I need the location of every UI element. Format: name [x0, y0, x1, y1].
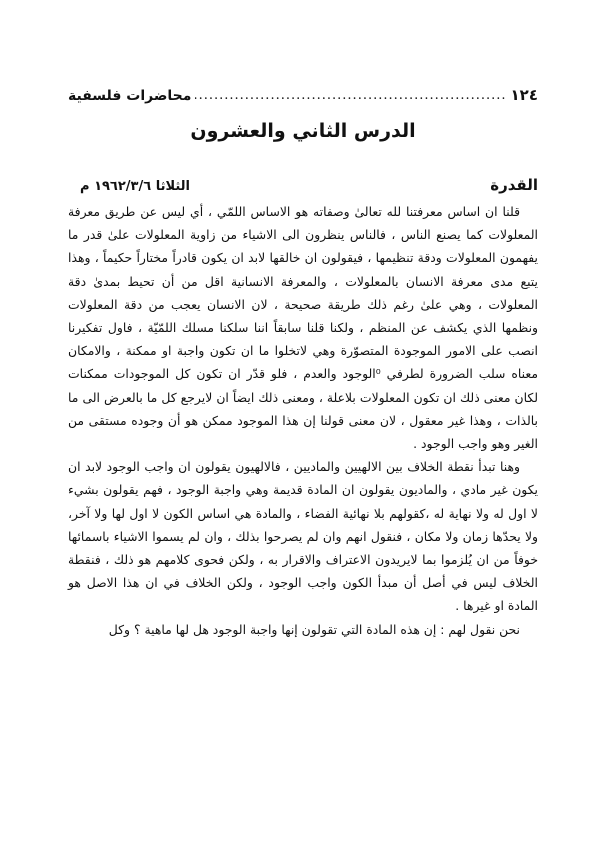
paragraph: وهنا تبدأ نقطة الخلاف بين الالهيين والماديين ، فالالهيون يقولون ان واجب الوجود لابد ان يكون غير مادي ، والماديون يقولون ان المادة قديمة وهي واجبة الوجود ، فهم يقولون بشيء لا اول له ولا نهاية له ،كقولهم بلا نهائية الفضاء ، والمادة هي اساس الكون لا اول لها ولا آخر، ولا يحدّها زمان ولا مكان ، فنقول انهم وان لم يصرحوا بذلك ، وان لم يسموا الاشياء باسمائها خوفاً من ان يُلزموا بما لايريدون الاعتراف والاقرار به ، ولكن فحوى كلامهم هو ذلك ، فنقطة الخلاف ليس في أصل أن مبدأ الكون واجب الوجود ، ولكن الخلاف في ان هذا الاصل هو المادة او غيرها . — [68, 459, 538, 614]
running-header — [68, 82, 538, 105]
topic-heading: القدرة — [490, 176, 538, 194]
page-number: ١٢٤ — [510, 86, 538, 104]
lesson-meta — [68, 176, 538, 194]
lesson-title: الدرس الثاني والعشرون — [190, 120, 416, 142]
paragraph: نحن نقول لهم : إن هذه المادة التي تقولون إنها واجبة الوجود هل لها ماهية ؟ وكل — [108, 621, 520, 637]
paragraph: قلنا ان اساس معرفتنا لله تعالىٰ وصفاته هو الاساس اللمّي ، أي ليس عن طريق معرفة المعلولات كما يصنع الناس ، فالناس ينظرون الى الاشياء من زاوية المعلولات علىٰ قدر ما يفهمون المعلولات ودقة تنظيمها ، فيقولون ان خالقها لابد ان يكون قادراً مختاراً حكيماً ، وهذا يتبع مدى معرفة الانسان بالمعلولات ، والمعرفة الانسانية اقل من أن تحيط بمدىٰ دقة المعلولات ، وهي علىٰ رغم ذلك طريقة صحيحة ، لان الانسان يعجب من دقة المعلولات ونظمها الذي يكشف عن المنظم ، ولكنا قلنا سابقاً اننا سلكنا مسلك اللمّيّة ، فاول تفكيرنا انصب على الامور الموجودة المتصوّرة وهي لاتخلوا ما ان تكون واجبة او ممكنة ، والامكان معناه سلب الضرورة لطرفي ⁰الوجود والعدم ، فلو قدّر ان تكون كل الموجودات ممكنات لكان معنى ذلك ان تكون المعلولات بلاعلة ، ومعنى ذلك ايضاً ان لايرجع كل ما بالعرض الى ما بالذات ، وهذا غير معقول ، لان معنى قولنا إن هذا الموجود ممكن هو أن وجوده مستقى من الغير وهو واجب الوجود . — [68, 204, 538, 452]
lesson-date: الثلاثا ١٩٦٢/٣/٦ م — [80, 179, 190, 194]
leader-dots — [195, 88, 506, 104]
body-text — [68, 200, 538, 641]
book-title: محاضرات فلسفية — [68, 88, 192, 104]
